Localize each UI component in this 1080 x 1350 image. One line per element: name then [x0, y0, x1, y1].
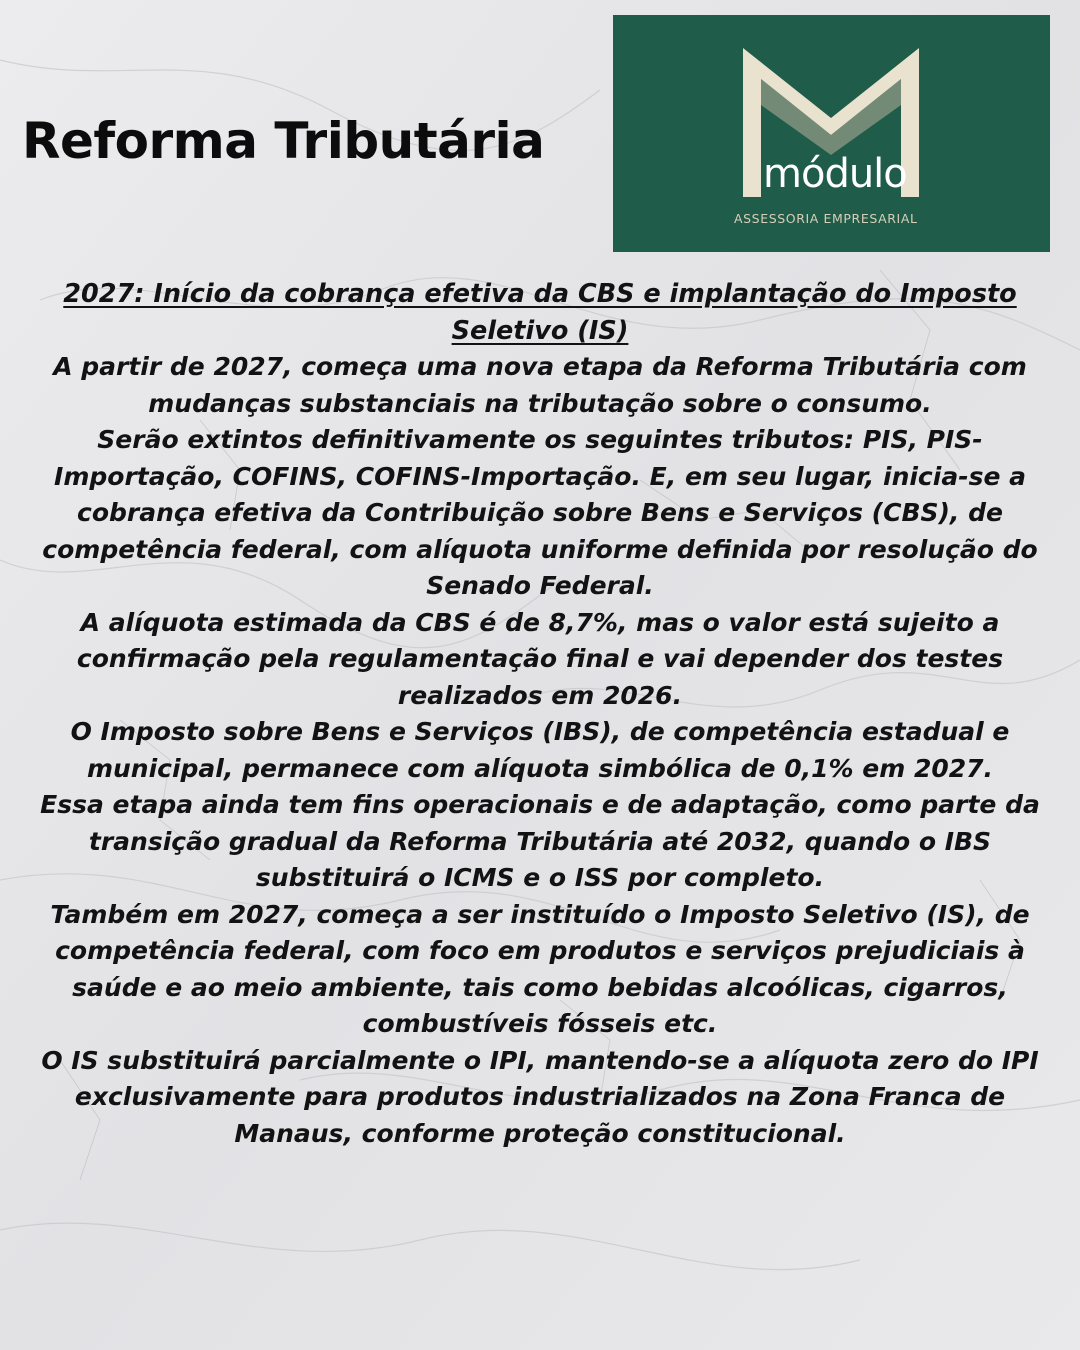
paragraph-extinct-taxes: Serão extintos definitivamente os seguintes tributos: PIS, PIS-Importação, COFINS, COFINS-Importação. E, em seu lugar, inicia-se a cobrança efetiva da Contribuição sobre Bens e Serviços (CBS), de competência federal, com alíquota uniforme definida por resolução do Senado Federal.: [42, 425, 1038, 600]
paragraph-transition: Essa etapa ainda tem fins operacionais e de adaptação, como parte da transição gradual da Reforma Tributária até 2032, quando o IBS substituirá o ICMS e o ISS por completo.: [40, 790, 1040, 892]
paragraph-cbs-rate: A alíquota estimada da CBS é de 8,7%, mas o valor está sujeito a confirmação pela regulamentação final e vai depender dos testes realizados em 2026.: [76, 607, 1004, 710]
paragraph-intro: A partir de 2027, começa uma nova etapa da Reforma Tributária com mudanças substanciais na tributação sobre o consumo.: [53, 352, 1027, 418]
company-logo: [613, 15, 1050, 252]
paragraph-selective-tax: Também em 2027, começa a ser instituído o Imposto Seletivo (IS), de competência federal, com foco em produtos e serviços prejudiciais à saúde e ao meio ambiente, tais como bebidas alcoólicas, cigarros, combustíveis fósseis etc.: [50, 899, 1030, 1038]
page-title: Reforma Tributária: [22, 112, 545, 170]
logo-wordmark: módulo: [763, 151, 907, 197]
paragraph-ibs-rate: O Imposto sobre Bens e Serviços (IBS), de competência estadual e municipal, permanece com alíquota simbólica de 0,1% em 2027.: [70, 717, 1010, 783]
paragraph-ipi: O IS substituirá parcialmente o IPI, mantendo-se a alíquota zero do IPI exclusivamente para produtos industrializados na Zona Franca de Manaus, conforme proteção constitucional.: [41, 1045, 1039, 1148]
article-body: [30, 276, 1050, 1152]
logo-tagline: ASSESSORIA EMPRESARIAL: [734, 211, 918, 226]
section-heading: 2027: Início da cobrança efetiva da CBS e implantação do Imposto Seletivo (IS): [63, 279, 1017, 346]
